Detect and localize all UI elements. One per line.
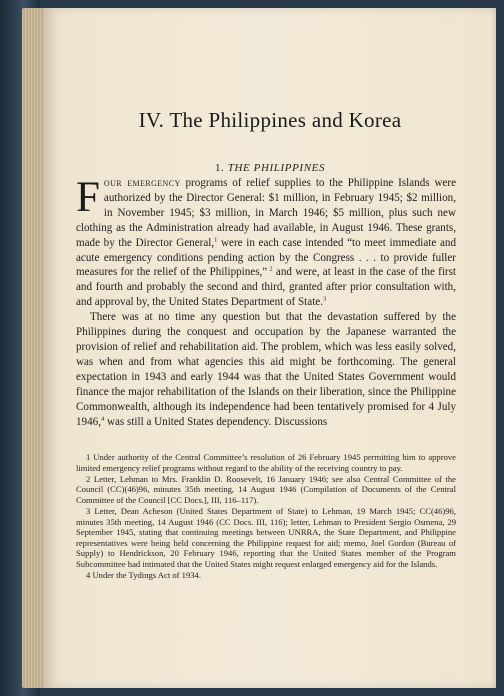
drop-cap: F bbox=[76, 174, 100, 221]
footnote-ref-1: 1 bbox=[214, 235, 218, 243]
footnote-ref-4: 4 bbox=[100, 414, 105, 422]
footnote-ref-3: 3 bbox=[322, 295, 327, 303]
page-stack-edge bbox=[22, 8, 46, 688]
paragraph-1-text-c: and were, at least in the case of the first and fourth and probably the second and third, granted after prior consultation with, and approval by, the United States Department of State. bbox=[76, 266, 457, 309]
chapter-title: IV. The Philippines and Korea bbox=[138, 108, 402, 132]
section-heading bbox=[44, 162, 496, 174]
lead-in-smallcaps: our emergency bbox=[103, 177, 181, 189]
footnote-ref-2: 2 bbox=[267, 265, 273, 273]
section-number: 1. bbox=[214, 162, 225, 174]
paragraph-2-text-b: was still a United States dependency. Discussions bbox=[104, 415, 328, 428]
footnote-4: 4 Under the Tydings Act of 1934. bbox=[86, 570, 202, 581]
footnote-2: 2 Letter, Lehman to Mrs. Franklin D. Roosevelt, 16 January 1946; see also Central Committee of the Council (CC)(46)96, minutes 35th meeting, 14 August 1946 (Compilation of Documents of the Central Committee of the Council [CC Docs.], III, 116–117). bbox=[76, 473, 456, 505]
book-page bbox=[44, 8, 496, 688]
footnote-1: 1 Under authority of the Central Committee’s resolution of 26 February 1945 permitting him to approve limited emergency relief programs without regard to the ability of the receiving country to pay. bbox=[76, 452, 456, 473]
paragraph-1-text-a: programs of relief supplies to the Philippine Islands were authorized by the Director General: $1 million, in February 1945; $2 million, in November 1945; $3 million, in March 1946; $5 million, plus such new clothing as the Administration already had available, in August 1946. These grants, made by the Director General, bbox=[76, 177, 456, 249]
paragraph-2 bbox=[76, 310, 456, 429]
paragraph-1 bbox=[76, 176, 456, 310]
paragraph-1-text-b: were in each case intended “to meet immediate and acute emergency conditions pending action by the Congress . . . to provide fuller measures for the relief of the Philippines,” bbox=[76, 236, 456, 279]
section-title: THE PHILIPPINES bbox=[227, 162, 326, 174]
footnotes bbox=[76, 452, 456, 581]
paragraph-2-text-a: There was at no time any question but that the devastation suffered by the Philippines during the conquest and occupation by the Japanese warranted the provision of relief and rehabilitation aid. The problem, which was less easily solved, was when and from what agencies this aid might be forthcoming. The general expectation in 1943 and early 1944 was that the United States Government would finance the major rehabilitation of the Islands on their liberation, since the Philippine Commonwealth, although its independence had been tentatively promised for 4 July 1946, bbox=[76, 311, 456, 428]
body-text bbox=[76, 176, 456, 429]
footnote-3: 3 Letter, Dean Acheson (United States Department of State) to Lehman, 19 March 1945; CC(46)96, minutes 35th meeting, 14 August 1946 (CC Docs. III, 116); letter, Lehman to President Sergio Osmena, 29 September 1945, stating that continuing meetings between UNRRA, the State Department, and Philippine representatives were being held concerning the Philippine request for aid; memo, Joel Gordon (Bureau of Supply) to Hendrickson, 20 February 1946, reporting that the United States member of the Program Subcommittee had intimated that the United States might request enlarged emergency aid for the Islands. bbox=[76, 505, 456, 569]
